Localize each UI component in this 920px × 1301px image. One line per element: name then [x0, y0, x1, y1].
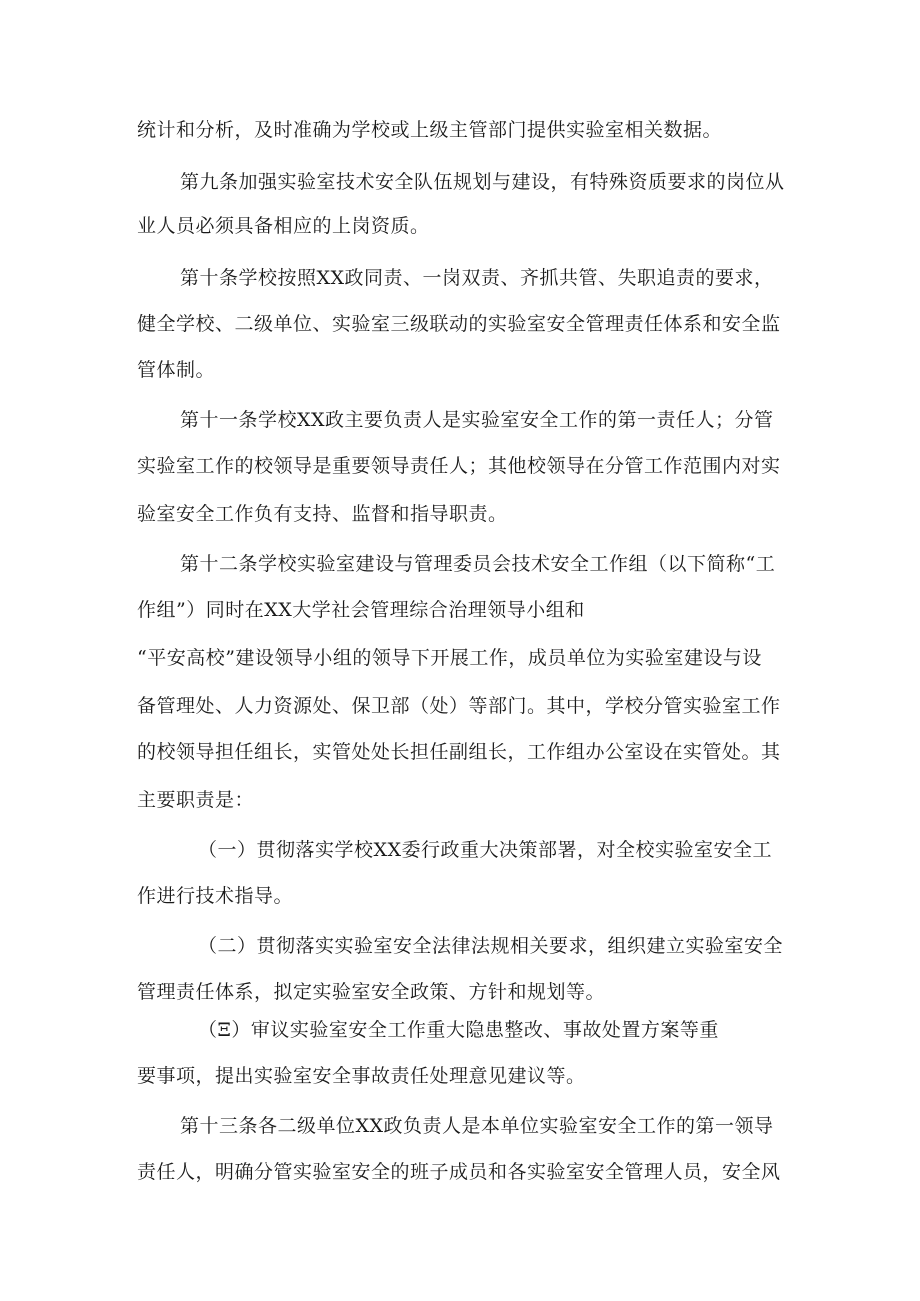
duty-3-line: （Ξ）审议实验室安全工作重大隐患整改、事故处置方案等重	[198, 1019, 719, 1041]
text-line: 主要职责是：	[137, 789, 255, 811]
text-line: “平安高校”建设领导小组的领导下开展工作，成员单位为实验室建设与设	[137, 647, 762, 669]
text-line: 作进行技术指导。	[137, 885, 294, 907]
text-line: 作组”）同时在XX大学社会管理综合治理领导小组和	[137, 599, 585, 621]
text-line: 的校领导担任组长，实管处处长担任副组长，工作组办公室设在实管处。其	[137, 741, 781, 763]
text-line: 验室安全工作负有支持、监督和指导职责。	[137, 503, 508, 525]
text-line: 要事项，提出实验室安全事故责任处理意见建议等。	[137, 1065, 586, 1087]
duty-2-line: （二）贯彻落实实验室安全法律法规相关要求，组织建立实验室安全	[198, 935, 784, 957]
article-13-line: 第十三条各二级单位XX政负责人是本单位实验室安全工作的第一领导	[180, 1115, 774, 1137]
article-10-line: 第十条学校按照XX政同责、一岗双责、齐抓共管、失职追责的要求，	[180, 267, 774, 289]
text-line: 实验室工作的校领导是重要领导责任人；其他校领导在分管工作范围内对实	[137, 455, 781, 477]
text-line: 管理责任体系，拟定实验室安全政策、方针和规划等。	[137, 981, 606, 1003]
article-11-line: 第十一条学校XX政主要负责人是实验室安全工作的第一责任人；分管	[180, 409, 774, 431]
text-line: 管体制。	[137, 359, 216, 381]
duty-1-line: （一）贯彻落实学校XX委行政重大决策部署，对全校实验室安全工	[198, 839, 773, 861]
text-line: 统计和分析，及时准确为学校或上级主管部门提供实验室相关数据。	[137, 119, 723, 141]
text-line: 健全学校、二级单位、实验室三级联动的实验室安全管理责任体系和安全监	[137, 313, 781, 335]
text-line: 备管理处、人力资源处、保卫部（处）等部门。其中，学校分管实验室工作	[137, 695, 781, 717]
article-9-line: 第九条加强实验室技术安全队伍规划与建设，有特殊资质要求的岗位从	[180, 171, 785, 193]
article-12-line: 第十二条学校实验室建设与管理委员会技术安全工作组（以下简称“工	[180, 553, 776, 575]
text-line: 业人员必须具备相应的上岗资质。	[137, 215, 430, 237]
text-line: 责任人，明确分管实验室安全的班子成员和各实验室安全管理人员，安全风	[137, 1161, 781, 1183]
